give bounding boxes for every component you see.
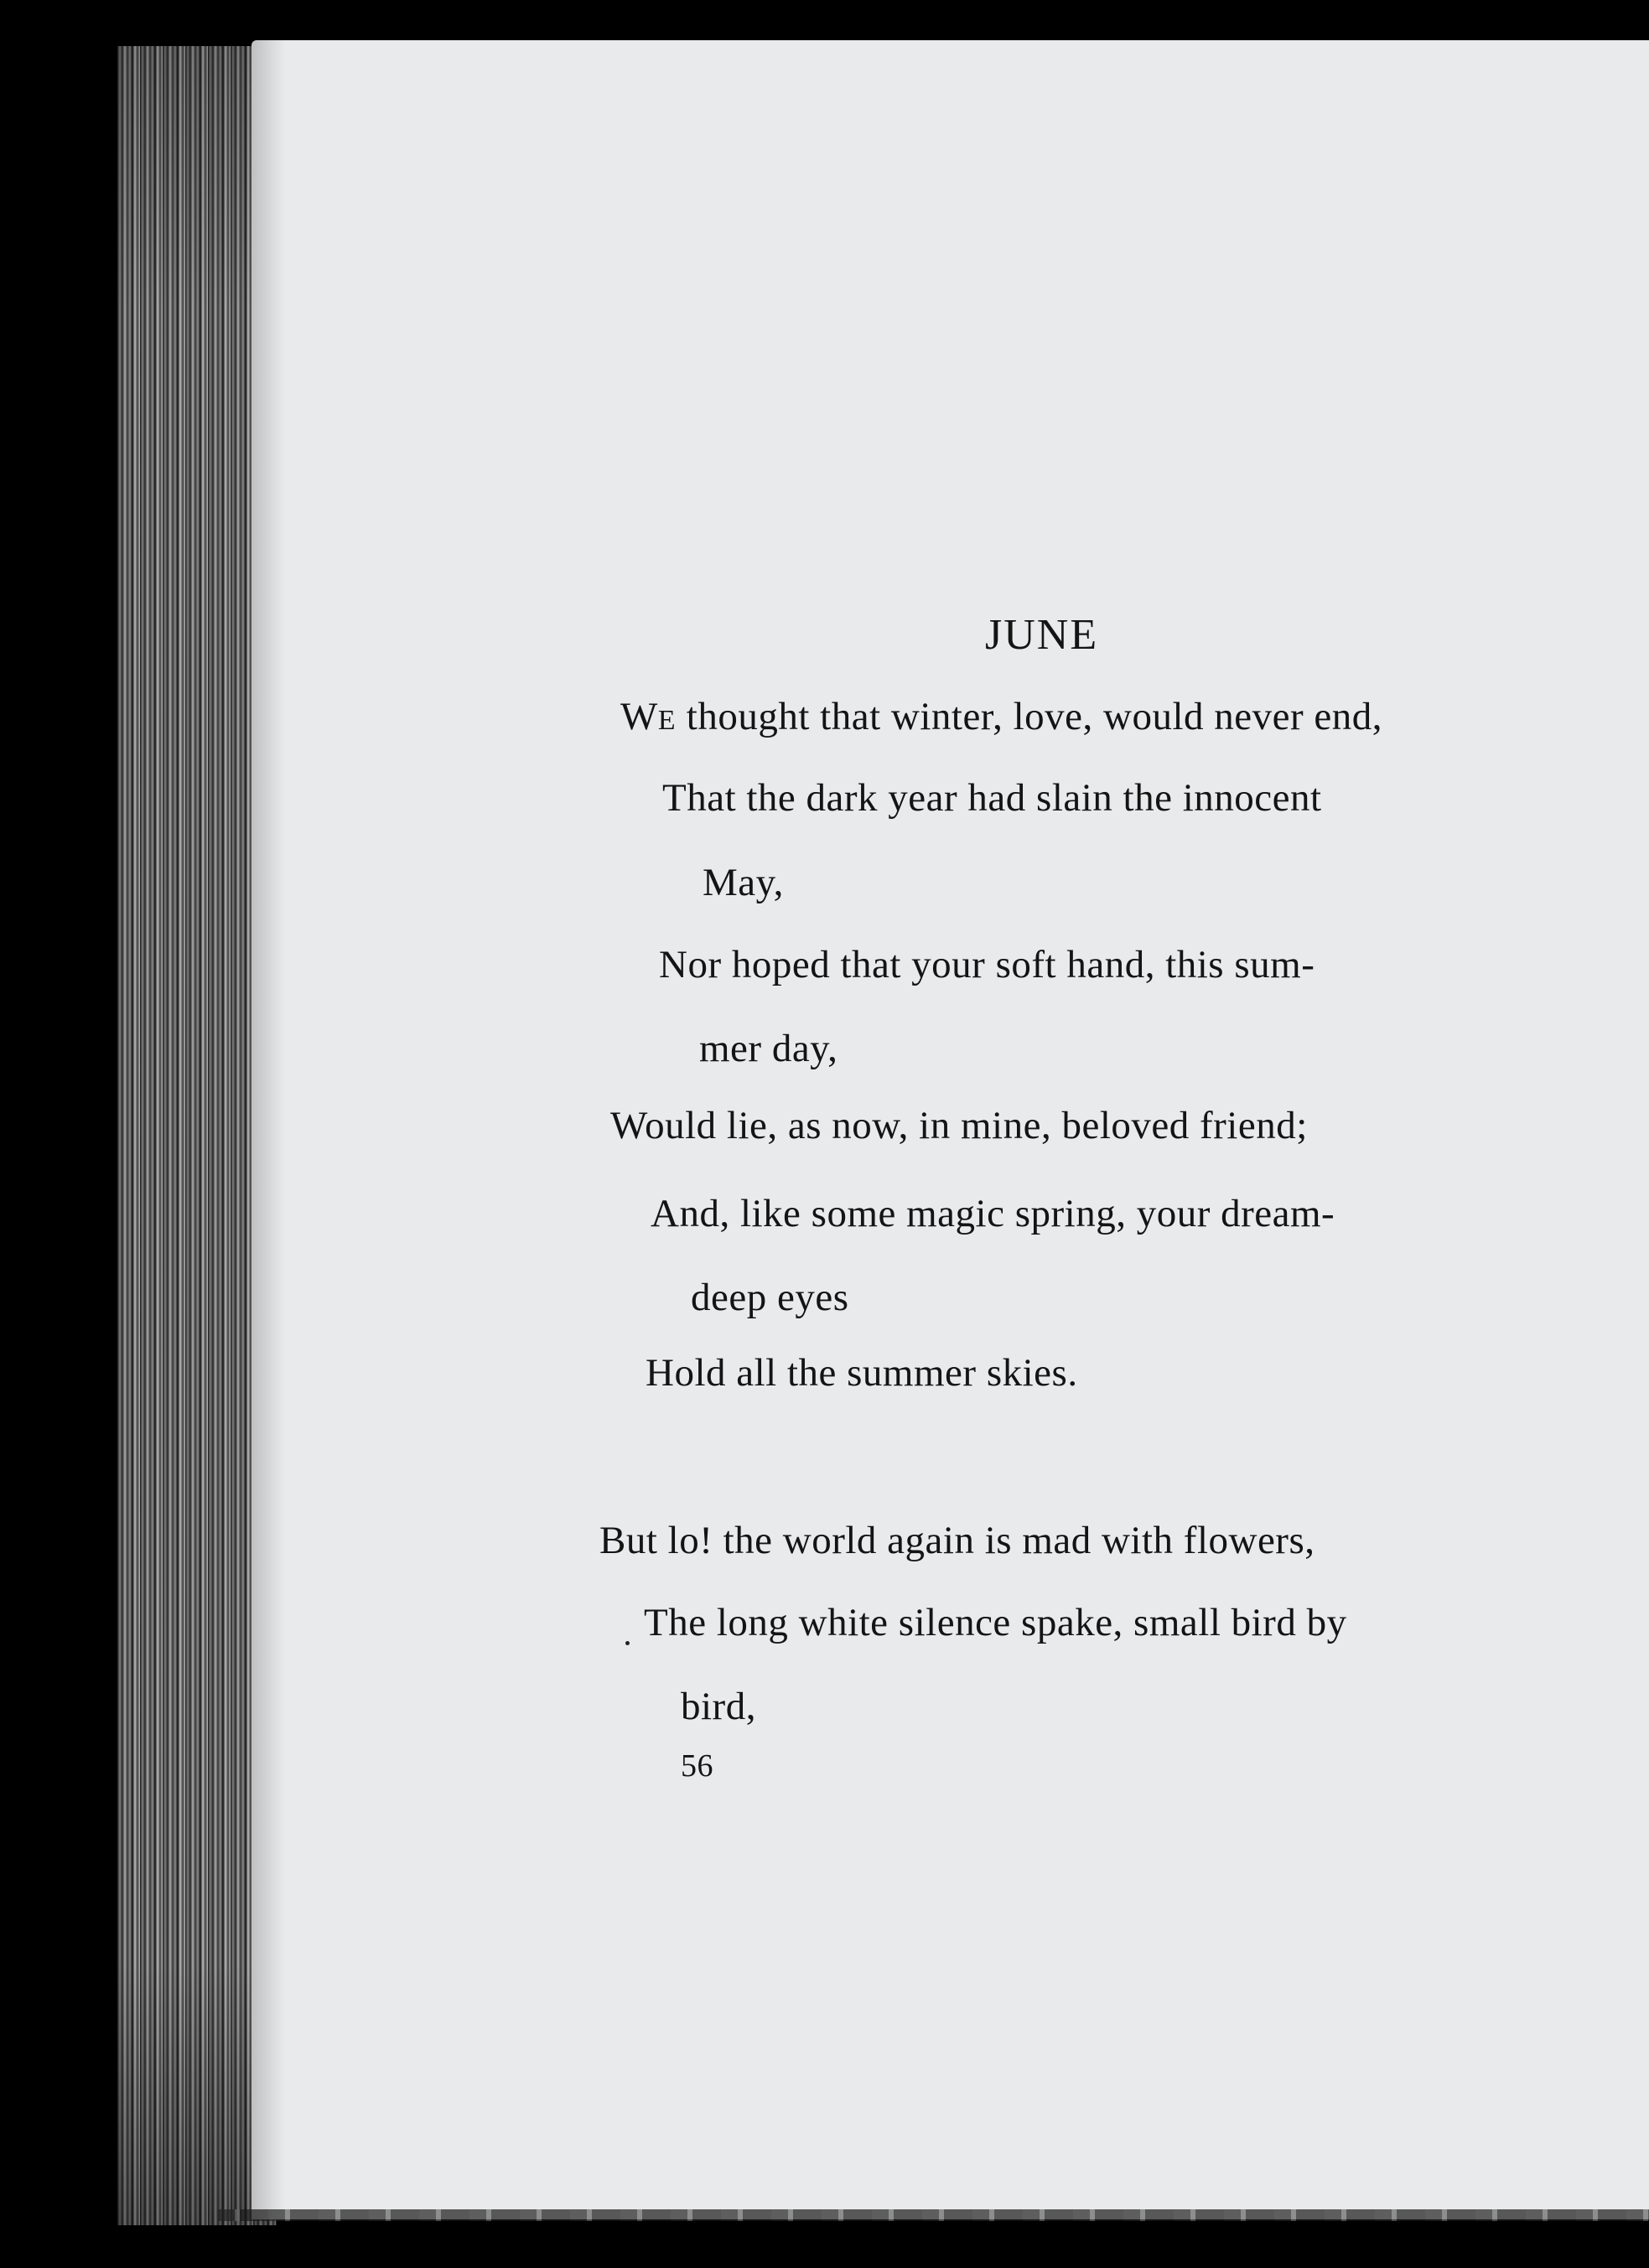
poem-title: JUNE [985,611,1099,659]
poem-line-10: But lo! the world again is mad with flowers, [599,1519,1315,1562]
poem-line-2: That the dark year had slain the innocent [662,776,1322,820]
poem-line-5: mer day, [699,1027,838,1070]
poem-line-6: Would lie, as now, in mine, beloved friend; [610,1104,1308,1147]
print-speck [625,1641,630,1645]
drop-initial: W [620,695,658,738]
poem-line-1-text: thought that winter, love, would never end, [676,695,1382,738]
page-bottom-edge [218,2209,1649,2221]
page-number: 56 [681,1748,713,1784]
small-caps-rest: E [657,705,677,736]
poem-line-1 [620,697,1382,737]
poem-line-3: May, [703,861,784,904]
poem-line-12: bird, [681,1685,756,1728]
poem-line-8: deep eyes [691,1276,849,1319]
poem-line-9: Hold all the summer skies. [646,1351,1078,1395]
poem-line-7: And, like some magic spring, your dream- [651,1192,1335,1235]
poem-line-4: Nor hoped that your soft hand, this sum- [659,943,1315,986]
poem-line-11: The long white silence spake, small bird by [644,1601,1347,1644]
